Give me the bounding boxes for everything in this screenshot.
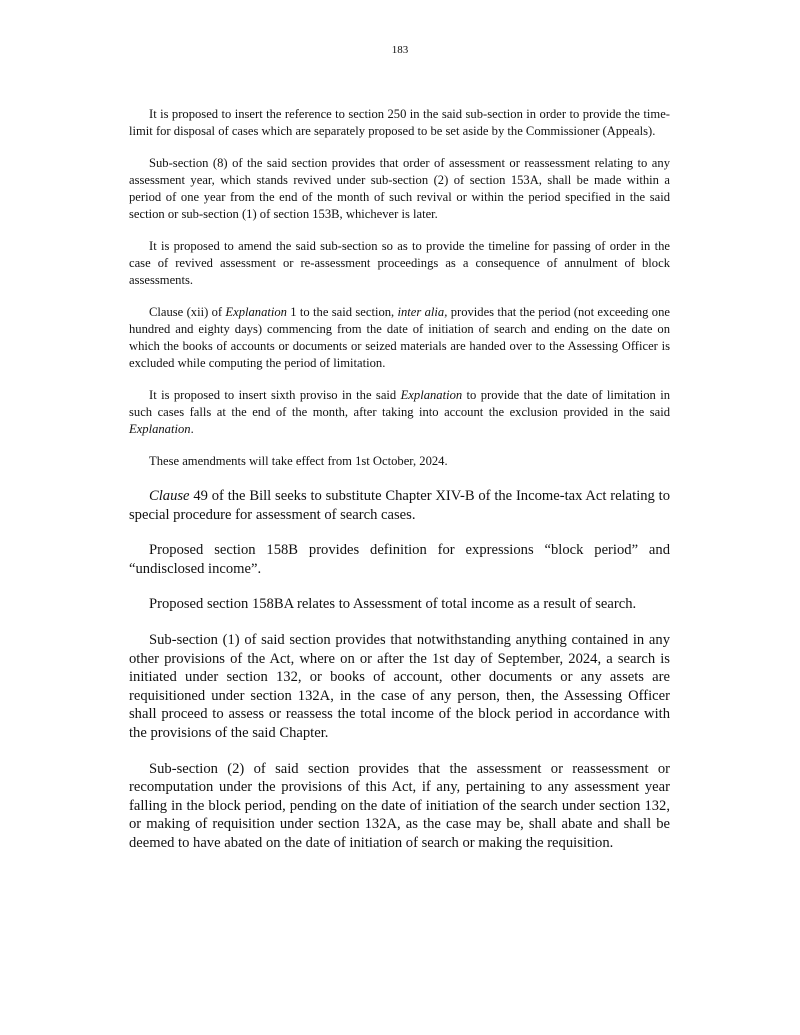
paragraph-11: Sub-section (2) of said section provides that the assessment or reassessment or recomputation under the provisions of this Act, if any, pertaining to any assessment year falling in the block period, pending on the date of initiation of the search under section 132, or making of requisition under section 132A, as the case may be, shall abate and shall be deemed to have abated on the date of initiation of search or making the requisition. bbox=[129, 760, 670, 851]
paragraph-10: Sub-section (1) of said section provides that notwithstanding anything contained in any other provisions of the Act, where on or after the 1st day of September, 2024, a search is initiated under section 132, or books of account, other documents or any assets are requisitioned under section 132A, in the case of any person, then, the Assessing Officer shall proceed to assess or reassess the total income of the block period in accordance with the provisions of the said Chapter. bbox=[129, 631, 670, 741]
italic-term: Explanation bbox=[225, 305, 287, 319]
text-segment: 1 to the said section, bbox=[286, 305, 398, 319]
paragraph-1: It is proposed to insert the reference to section 250 in the said sub-section in order to provide the time-limit for disposal of cases which are separately proposed to be set aside by the Commissioner (Appeals). bbox=[129, 107, 670, 138]
paragraph-4 bbox=[129, 304, 670, 372]
italic-term: Explanation bbox=[400, 388, 463, 402]
paragraph-6: These amendments will take effect from 1st October, 2024. bbox=[149, 454, 448, 468]
italic-term: inter alia, bbox=[397, 305, 448, 319]
paragraph-5 bbox=[129, 387, 670, 438]
text-segment: to provide that the date of limitation in such cases falls at the end of the month, after taking into account the exclusion provided in the said bbox=[129, 388, 670, 419]
italic-term: Clause bbox=[149, 488, 190, 504]
paragraph-7 bbox=[129, 487, 670, 524]
page-number: 183 bbox=[391, 44, 409, 56]
paragraph-8: Proposed section 158B provides definition for expressions “block period” and “undisclosed income”. bbox=[129, 542, 670, 577]
italic-term: Explanation bbox=[129, 422, 191, 436]
paragraph-2: Sub-section (8) of the said section provides that order of assessment or reassessment relating to any assessment year, which stands revived under sub-section (2) of section 153A, shall be made within a period of one year from the end of the month of such revival or within the period specified in the said section or sub-section (1) of section 153B, whichever is later. bbox=[129, 156, 670, 221]
text-segment: It is proposed to insert sixth proviso in the said bbox=[149, 388, 401, 402]
document-body bbox=[129, 106, 670, 853]
text-segment: Clause (xii) of bbox=[149, 305, 226, 319]
text-segment: provides that the period (not exceeding one hundred and eighty days) commencing from the date of initiation of search and ending on the date on which the books of accounts or documents or seized materials are handed over to the Assessing Officer is excluded while computing the period of limitation. bbox=[129, 305, 670, 370]
text-segment: 49 of the Bill seeks to substitute Chapter XIV-B of the Income-tax Act relating to special procedure for assessment of search cases. bbox=[129, 488, 670, 523]
paragraph-9: Proposed section 158BA relates to Assessment of total income as a result of search. bbox=[149, 596, 637, 613]
paragraph-3: It is proposed to amend the said sub-section so as to provide the timeline for passing of order in the case of revived assessment or re-assessment proceedings as a consequence of annulment of block assessments. bbox=[129, 239, 670, 287]
text-segment: . bbox=[190, 422, 194, 436]
